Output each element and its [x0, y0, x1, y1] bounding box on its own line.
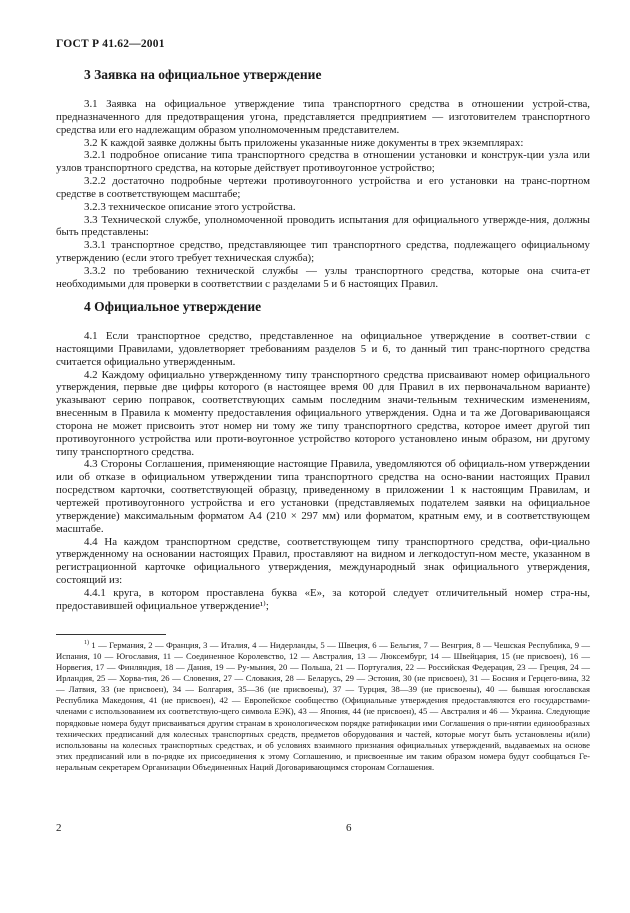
paragraph-4-4-1: 4.4.1 круга, в котором проставлена буква «Е», за которой следует отличительный номер стра-ны, предоставившей официальное утверждение¹⁾; — [56, 586, 590, 612]
page-number-left: 2 — [56, 822, 62, 834]
footnote-separator — [56, 634, 166, 635]
section-4-body — [56, 330, 590, 613]
section-4-title: 4 Официальное утверждение — [84, 299, 262, 314]
footnote-text: 1 — Германия, 2 — Франция, 3 — Италия, 4 — Нидерланды, 5 — Швеция, 6 — Бельгия, 7 — Венгрия, 8 — Чешская Республика, 9 — Испания, 10 — Югославия, 11 — Соединенное Королевство, 12 — Австралия, 13 — Люксембург, 14 — Швейцария, 15 (не присвоен), 16 — Норвегия, 17 — Финляндия, 18 — Дания, 19 — Ру-мыния, 20 — Польша, 21 — Португалия, 22 — Российская Федерация, 23 — Греция, 24 — Ирландия, 25 — Хорва-тия, 26 — Словения, 27 — Словакия, 28 — Беларусь, 29 — Эстония, 30 (не присвоен), 31 — Босния и Герцего-вина, 32 — Латвия, 33 (не присвоен), 34 — Болгария, 35—36 (не присвоены), 37 — Турция, 38—39 (не присвоены), 40 — бывшая югославская Республика Македония, 41 (не присвоен), 42 — Европейское сообщество (Официальные утверждения предоставляются его государствами-членами с использованием их соответствую-щего символа ЕЭК), 43 — Япония, 44 (не присвоен), 45 — Австралия и 46 — Украина. Следующие порядковые номера будут присваиваться другим странам в хронологическом порядке ратификации ими Соглашения о при-нятии единообразных технических предписаний для колесных транспортных средств, предметов оборудования и частей, которые могут быть установлены и(или) использованы на колесных транспортных средствах, и об условиях взаимного признания официальных утверждений, выдаваемых на основе этих предписаний или в по-рядке их присоединения к этому Соглашению, и присвоенные им таким образом номера будут сообщаться Ге-неральным секретарем Организации Объединенных Наций Договаривающимся сторонам Соглашения. — [56, 639, 590, 772]
footnote — [56, 638, 590, 773]
paragraph-3-2-1: 3.2.1 подробное описание типа транспортного средства в отношении установки и конструк-ции узла или узлов транспортного средства, на которые действует противоугонное устройство; — [56, 149, 590, 175]
paragraph-3-2: 3.2 К каждой заявке должны быть приложены указанные ниже документы в трех экземплярах: — [84, 136, 524, 149]
paragraph-3-1: 3.1 Заявка на официальное утверждение типа транспортного средства в отношении устрой-ства, предназначенного для предотвращения угона, представляется предприятием — изготовителем транспортного средства или его надлежащим образом уполномоченным представителем. — [56, 98, 590, 136]
paragraph-4-4: 4.4 На каждом транспортном средстве, соответствующем типу транспортного средства, офи-циально утвержденному на основании настоящих Правил, проставляют на видном и легкодоступ-ном месте, указанном в регистрационной карточке официального утверждения, международный знак официального утверждения, состоящий из: — [56, 535, 590, 587]
paragraph-3-3: 3.3 Технической службе, уполномоченной проводить испытания для официального утвержде-ния, должны быть представлены: — [56, 213, 590, 239]
paragraph-4-2: 4.2 Каждому официально утвержденному типу транспортного средства присваивают номер официального утверждения, первые две цифры которого (в настоящее время 00 для Правил в их первоначальном варианте) указывают серию поправок, соответствующих самым последним значи-тельным техническим изменениям, внесенным в Правила к моменту предоставления официального утверждения. Одна и та же Договаривающаяся сторона не может присвоить этот номер ни тому же типу транспортного средства, которое имеет другой тип противоугонного устройства или проти-воугонное устройство которого установлено иным образом, ни другому типу транспортного средства. — [56, 368, 590, 458]
paragraph-3-3-1: 3.3.1 транспортное средство, представляющее тип транспортного средства, подлежащего официальному утверждению (если этого требует техническая служба); — [56, 239, 590, 265]
paragraph-3-3-2: 3.3.2 по требованию технической службы — узлы транспортного средства, которые она счита-ет необходимыми для проверки в соответствии с разделами 5 и 6 настоящих Правил. — [56, 264, 590, 290]
page-number-center: 6 — [346, 822, 352, 834]
paragraph-3-2-3: 3.2.3 техническое описание этого устройства. — [84, 200, 296, 213]
paragraph-4-1: 4.1 Если транспортное средство, представленное на официальное утверждение в соответ-ствии с настоящими Правилами, удовлетворяет требованиям разделов 5 и 6, то данный тип транс-портного средства считается официально утвержденным. — [56, 330, 590, 368]
section-3-title: 3 Заявка на официальное утверждение — [84, 67, 322, 82]
paragraph-3-2-2: 3.2.2 достаточно подробные чертежи противоугонного устройства и его установки на транс-портном средстве в соответствующем масштабе; — [56, 175, 590, 200]
standard-header: ГОСТ Р 41.62—2001 — [56, 38, 165, 50]
footnote-marker: 1) — [84, 640, 89, 646]
paragraph-4-3: 4.3 Стороны Соглашения, применяющие настоящие Правила, уведомляются об официаль-ном утверждении или об отказе в официальном утверждении типа транспортного средства на осно-вании настоящих Правил посредством карточки, соответствующей образцу, приведенному в приложении 1 к настоящим Правилам, и чертежей противоугонного устройства и его установки (представляемых подателем заявки на официальное утверждение) максимальным форматом А4 (210 × 297 мм) или форматом, кратным ему, и в соответствующем масштабе. — [56, 458, 590, 535]
section-3-body — [56, 98, 590, 291]
